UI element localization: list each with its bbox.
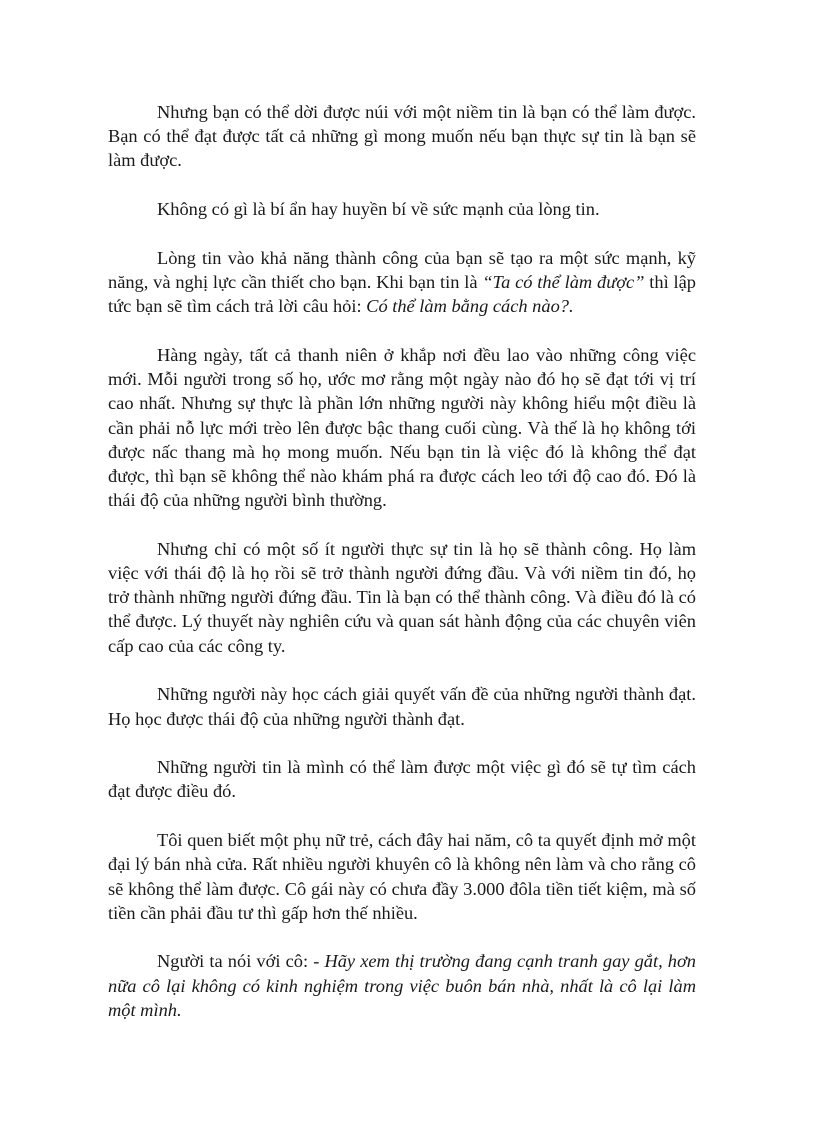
paragraph-3-text-middle: thì lập tức bạn sẽ tìm cách trả lời câu hỏi:: [108, 272, 696, 317]
paragraph-4: Hàng ngày, tất cả thanh niên ở khắp nơi đều lao vào những công việc mới. Mỗi người trong số họ, ước mơ rằng một ngày nào đó họ sẽ đạt tới vị trí cao nhất. Nhưng sự thực là phần lớn những người này không hiểu một điều là cần phải nỗ lực mới trèo lên được bậc thang cuối cùng. Và thế là họ không tới được nấc thang mà họ mong muốn. Nếu bạn tin là việc đó là không thể đạt được, thì bạn sẽ không thể nào khám phá ra được cách leo tới độ cao đó. Đó là thái độ của những người bình thường.: [108, 344, 696, 511]
paragraph-9-dialogue: Hãy xem thị trường đang cạnh tranh gay gắt, hơn nữa cô lại không có kinh nghiệm trong việc buôn bán nhà, nhất là cô lại làm một mình.: [108, 951, 697, 1020]
paragraph-9: [108, 949, 696, 1022]
paragraph-1: Nhưng bạn có thể dời được núi với một niềm tin là bạn có thể làm được. Bạn có thể đạt được tất cả những gì mong muốn nếu bạn thực sự tin là bạn sẽ làm được.: [108, 102, 696, 171]
paragraph-5: Nhưng chỉ có một số ít người thực sự tin là họ sẽ thành công. Họ làm việc với thái độ là họ rồi sẽ trở thành người đứng đầu. Và với niềm tin đó, họ trở thành những người đứng đầu. Tin là bạn có thể thành công. Và điều đó là có thể được. Lý thuyết này nghiên cứu và quan sát hành động của các chuyên viên cấp cao của các công ty.: [108, 538, 696, 656]
paragraph-3: [108, 246, 696, 319]
paragraph-7: Những người tin là mình có thể làm được một việc gì đó sẽ tự tìm cách đạt được điều đó.: [108, 757, 696, 802]
paragraph-2: Không có gì là bí ẩn hay huyền bí về sức mạnh của lòng tin.: [157, 199, 600, 220]
paragraph-3-question: Có thể làm bằng cách nào?.: [366, 296, 574, 317]
paragraph-6: Những người này học cách giải quyết vấn đề của những người thành đạt. Họ học được thái độ của những người thành đạt.: [108, 684, 696, 729]
document-page: [108, 100, 696, 1022]
paragraph-3-text-before: Lòng tin vào khả năng thành công của bạn sẽ tạo ra một sức mạnh, kỹ năng, và nghị lực cần thiết cho bạn. Khi bạn tin là: [108, 247, 696, 293]
paragraph-8: Tôi quen biết một phụ nữ trẻ, cách đây hai năm, cô ta quyết định mở một đại lý bán nhà cửa. Rất nhiều người khuyên cô là không nên làm và cho rằng cô sẽ không thể làm được. Cô gái này có chưa đầy 3.000 đôla tiền tiết kiệm, mà số tiền cần phải đầu tư thì gấp hơn thế nhiều.: [108, 830, 696, 923]
paragraph-3-quote: “Ta có thể làm được”: [482, 272, 645, 293]
paragraph-9-text-before: Người ta nói với cô: -: [157, 951, 325, 972]
